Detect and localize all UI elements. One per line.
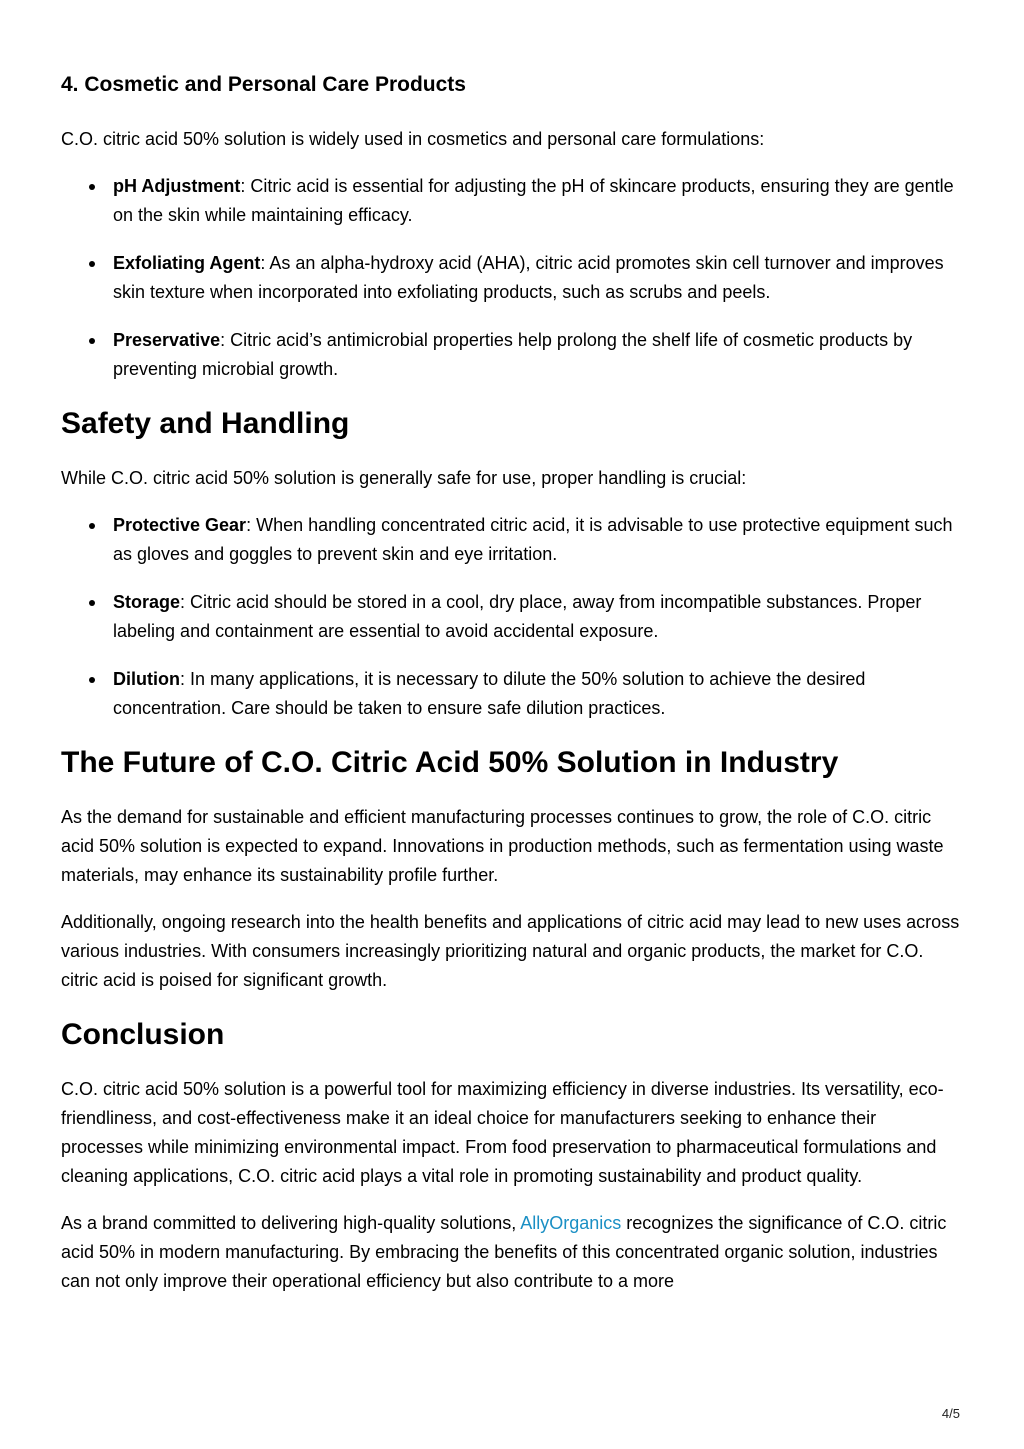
allyorganics-link[interactable]: AllyOrganics [520, 1213, 622, 1233]
future-paragraph: Additionally, ongoing research into the health benefits and applications of citric acid may lead to new uses across various industries. With consumers increasingly prioritizing natural and organic products, the market for C.O. citric acid is poised for significant growth. [61, 912, 960, 990]
bullet-icon [89, 677, 95, 683]
list-item-text: : As an alpha-hydroxy acid (AHA), citric acid promotes skin cell turnover and improves skin texture when incorporated into exfoliating products, such as scrubs and peels. [113, 253, 944, 302]
list-item-term: Protective Gear [113, 515, 247, 535]
list-item [61, 249, 961, 307]
safety-list [61, 511, 961, 723]
list-item [61, 665, 961, 723]
conclusion-heading: Conclusion [61, 1018, 225, 1051]
list-item-text: : In many applications, it is necessary to dilute the 50% solution to achieve the desired concentration. Care should be taken to ensure safe dilution practices. [113, 669, 866, 718]
list-item-term: Dilution [113, 669, 180, 689]
list-item-text: : When handling concentrated citric acid, it is advisable to use protective equipment such as gloves and goggles to prevent skin and eye irritation. [113, 515, 953, 564]
future-paragraph: As the demand for sustainable and efficient manufacturing processes continues to grow, the role of C.O. citric acid 50% solution is expected to expand. Innovations in production methods, such as fermentation using waste materials, may enhance its sustainability profile further. [61, 807, 944, 885]
bullet-icon [89, 184, 95, 190]
future-heading: The Future of C.O. Citric Acid 50% Solution in Industry [61, 746, 839, 779]
bullet-icon [89, 338, 95, 344]
conclusion-text-before-link: As a brand committed to delivering high-quality solutions, [61, 1213, 521, 1233]
cosmetic-uses-list [61, 172, 961, 384]
cosmetic-products-intro: C.O. citric acid 50% solution is widely used in cosmetics and personal care formulations: [61, 129, 765, 149]
list-item-text: : Citric acid is essential for adjusting the pH of skincare products, ensuring they are gentle on the skin while maintaining efficacy. [113, 176, 954, 225]
cosmetic-products-heading: 4. Cosmetic and Personal Care Products [61, 73, 466, 96]
list-item-term: Storage [113, 592, 181, 612]
list-item-term: pH Adjustment [113, 176, 241, 196]
safety-intro: While C.O. citric acid 50% solution is generally safe for use, proper handling is crucial: [61, 468, 747, 488]
safety-heading: Safety and Handling [61, 407, 350, 440]
list-item-text: : Citric acid should be stored in a cool, dry place, away from incompatible substances. Proper labeling and containment are essential to avoid accidental exposure. [113, 592, 922, 641]
bullet-icon [89, 600, 95, 606]
list-item-term: Preservative [113, 330, 221, 350]
list-item-term: Exfoliating Agent [113, 253, 261, 273]
bullet-icon [89, 523, 95, 529]
list-item [61, 588, 961, 646]
conclusion-text-after-link: recognizes the significance of C.O. citric acid 50% in modern manufacturing. By embracing the benefits of this concentrated organic solution, industries can not only improve their operational efficiency but also contribute to a more [61, 1213, 947, 1291]
document-page [61, 70, 961, 1314]
list-item [61, 172, 961, 230]
list-item [61, 511, 961, 569]
conclusion-paragraph: C.O. citric acid 50% solution is a powerful tool for maximizing efficiency in diverse industries. Its versatility, eco-friendliness, and cost-effectiveness make it an ideal choice for manufacturers seeking to enhance their processes while minimizing environmental impact. From food preservation to pharmaceutical formulations and cleaning applications, C.O. citric acid plays a vital role in promoting sustainability and product quality. [61, 1079, 944, 1186]
page-number: 4/5 [941, 1406, 960, 1421]
list-item [61, 326, 961, 384]
list-item-text: : Citric acid’s antimicrobial properties help prolong the shelf life of cosmetic products by preventing microbial growth. [113, 330, 913, 379]
conclusion-paragraph-brand [61, 1209, 961, 1296]
bullet-icon [89, 261, 95, 267]
